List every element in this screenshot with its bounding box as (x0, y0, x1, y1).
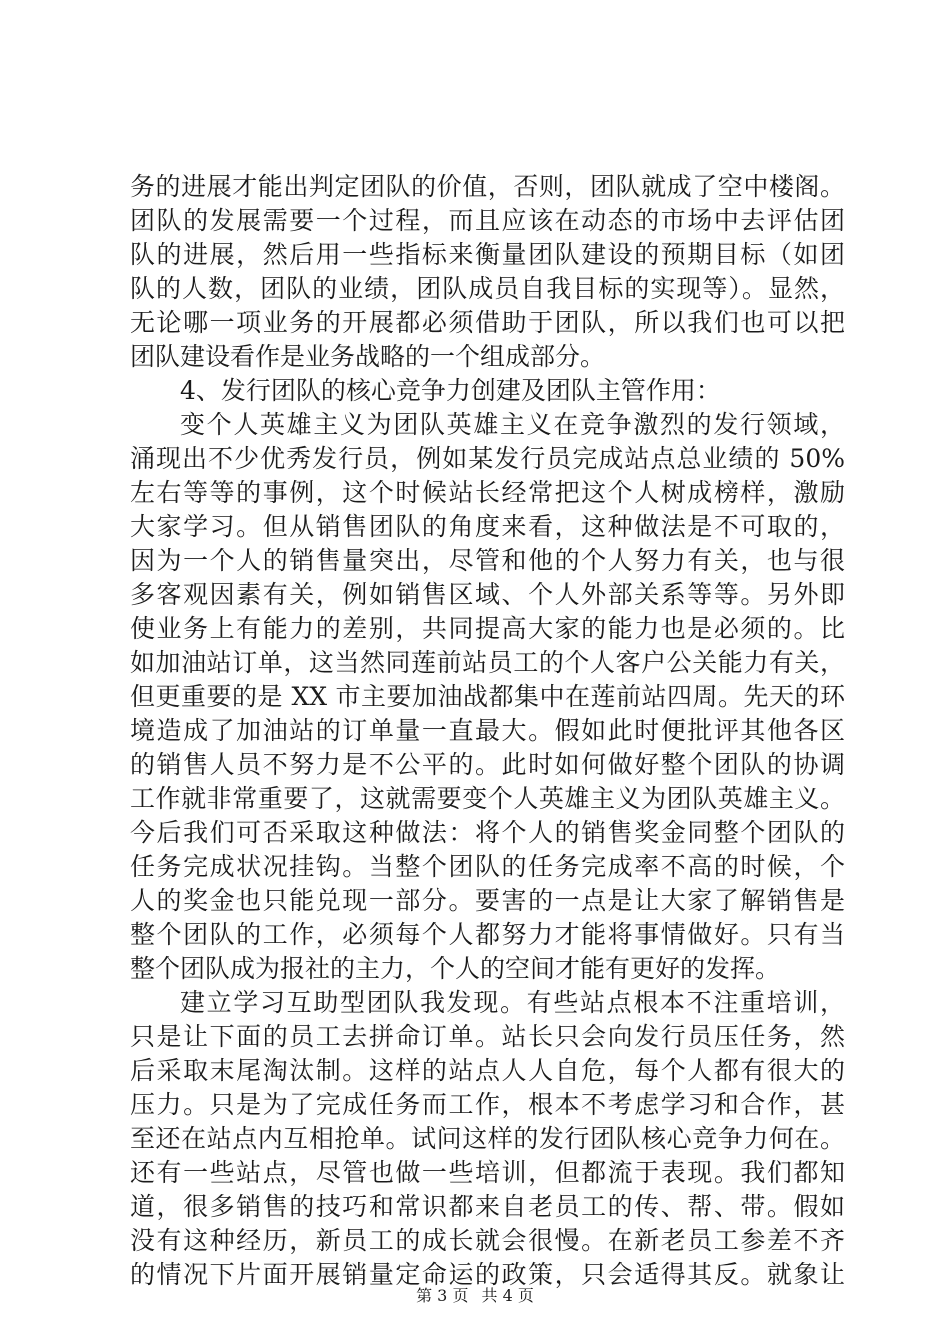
text-line: 的情况下片面开展销量定命运的政策，只会适得其反。就象让 (130, 1260, 845, 1289)
text-line: 建立学习互助型团队我发现。有些站点根本不注重培训， (180, 988, 845, 1017)
text-line: 团队的发展需要一个过程，而且应该在动态的市场中去评估团 (130, 206, 845, 235)
text-line: 但更重要的是 XX 市主要加油战都集中在莲前站四周。先天的环 (130, 682, 845, 711)
text-line: 只是让下面的员工去拼命订单。站长只会向发行员压任务，然 (130, 1022, 845, 1051)
text-line: 今后我们可否采取这种做法：将个人的销售奖金同整个团队的 (130, 818, 845, 847)
page-total: 共 4 页 (481, 1286, 534, 1305)
text-line: 道，很多销售的技巧和常识都来自老员工的传、帮、带。假如 (130, 1192, 845, 1221)
text-line: 后采取末尾淘汰制。这样的站点人人自危，每个人都有很大的 (130, 1056, 845, 1085)
text-line: 没有这种经历，新员工的成长就会很慢。在新老员工参差不齐 (130, 1226, 845, 1255)
text-line: 务的进展才能出判定团队的价值，否则，团队就成了空中楼阁。 (130, 172, 845, 201)
text-line: 队的进展，然后用一些指标来衡量团队建设的预期目标（如团 (130, 240, 845, 269)
text-line: 变个人英雄主义为团队英雄主义在竞争激烈的发行领域， (180, 410, 845, 439)
text-line: 左右等等的事例，这个时候站长经常把这个人树成榜样，激励 (130, 478, 845, 507)
text-line: 压力。只是为了完成任务而工作，根本不考虑学习和合作，甚 (130, 1090, 845, 1119)
text-line: 无论哪一项业务的开展都必须借助于团队，所以我们也可以把 (130, 308, 845, 337)
text-line: 团队建设看作是业务战略的一个组成部分。 (130, 342, 606, 371)
text-line: 4、发行团队的核心竞争力创建及团队主管作用： (180, 376, 721, 405)
text-line: 人的奖金也只能兑现一部分。要害的一点是让大家了解销售是 (130, 886, 845, 915)
page-number: 第 3 页 (416, 1286, 469, 1305)
text-line: 至还在站点内互相抢单。试问这样的发行团队核心竞争力何在。 (130, 1124, 845, 1153)
text-line: 工作就非常重要了，这就需要变个人英雄主义为团队英雄主义。 (130, 784, 845, 813)
text-line: 队的人数，团队的业绩，团队成员自我目标的实现等）。显然， (130, 274, 845, 303)
text-line: 因为一个人的销售量突出，尽管和他的个人努力有关，也与很 (130, 546, 845, 575)
text-line: 多客观因素有关，例如销售区域、个人外部关系等等。另外即 (130, 580, 845, 609)
text-line: 的销售人员不努力是不公平的。此时如何做好整个团队的协调 (130, 750, 845, 779)
text-line: 还有一些站点，尽管也做一些培训，但都流于表现。我们都知 (130, 1158, 845, 1187)
text-line: 任务完成状况挂钩。当整个团队的任务完成率不高的时候，个 (130, 852, 845, 881)
page-footer (0, 1283, 950, 1306)
text-line: 整个团队的工作，必须每个人都努力才能将事情做好。只有当 (130, 920, 845, 949)
text-line: 大家学习。但从销售团队的角度来看，这种做法是不可取的， (130, 512, 845, 541)
text-line: 境造成了加油站的订单量一直最大。假如此时便批评其他各区 (130, 716, 845, 745)
text-line: 使业务上有能力的差别，共同提高大家的能力也是必须的。比 (130, 614, 845, 643)
text-line: 涌现出不少优秀发行员，例如某发行员完成站点总业绩的 50% (130, 444, 845, 473)
text-line: 如加油站订单，这当然同莲前站员工的个人客户公关能力有关， (130, 648, 845, 677)
document-body (130, 170, 845, 1292)
text-line: 整个团队成为报社的主力，个人的空间才能有更好的发挥。 (130, 954, 781, 983)
